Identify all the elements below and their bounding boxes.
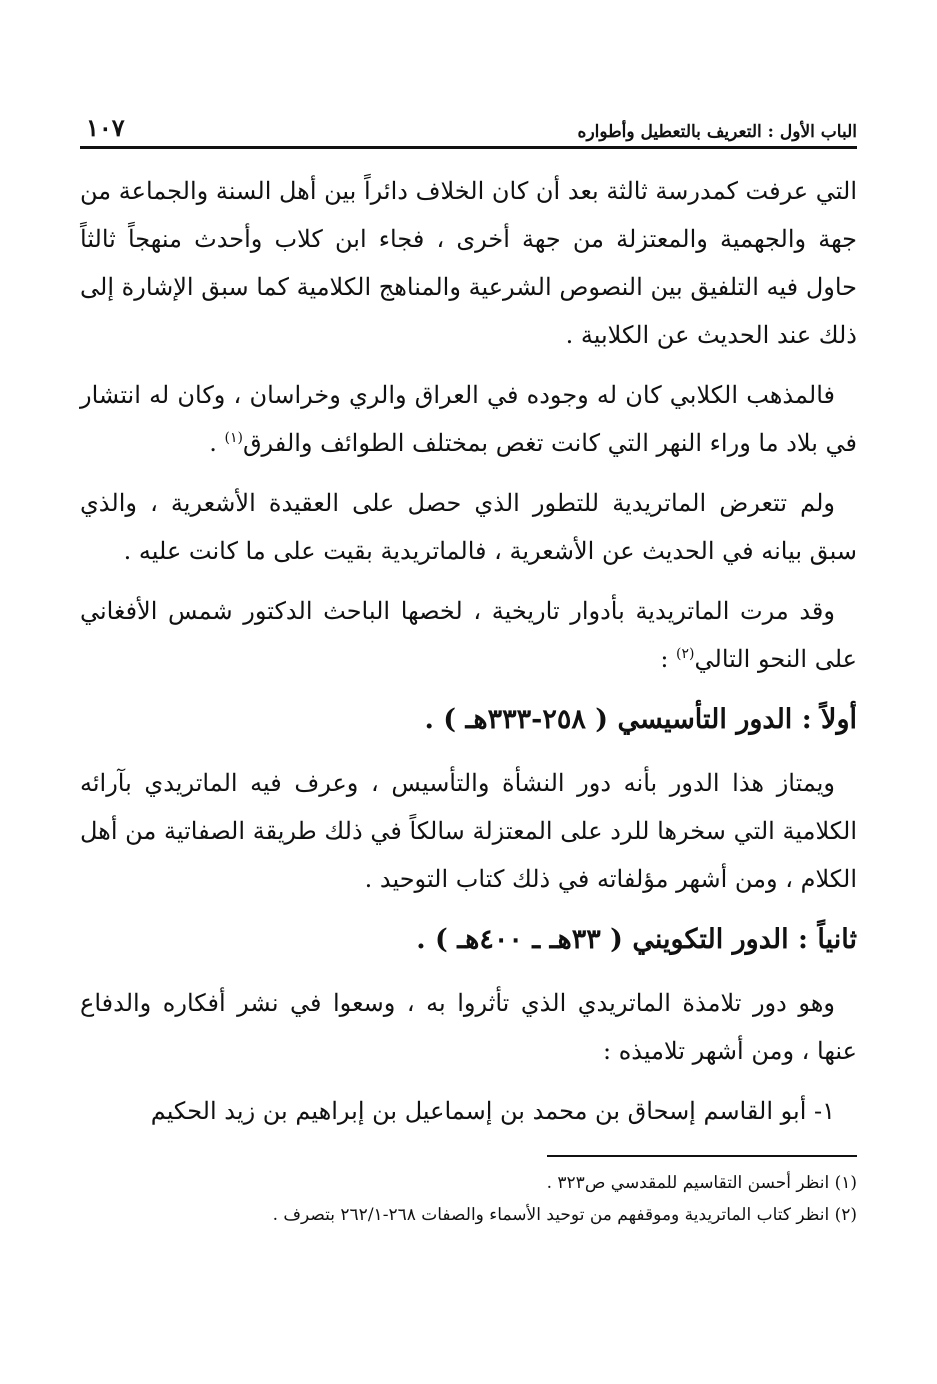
footnote-2: (٢) انظر كتاب الماتريدية وموقفهم من توحيد الأسماء والصفات ٢٦٨-٢٦٢/١ بتصرف . bbox=[272, 1205, 857, 1225]
footnote-separator bbox=[547, 1155, 857, 1157]
chapter-title: الباب الأول : التعريف بالتعطيل وأطواره bbox=[577, 122, 857, 142]
footnote-ref-1[interactable]: (١) bbox=[224, 430, 243, 446]
footnotes bbox=[80, 1167, 857, 1231]
paragraph-2 bbox=[80, 371, 857, 467]
paragraph-4-end: : bbox=[660, 645, 677, 673]
page-body bbox=[80, 167, 857, 1135]
paragraph-3: ولم تتعرض الماتريدية للتطور الذي حصل على العقيدة الأشعرية ، والذي سبق بيانه في الحديث عن الأشعرية ، فالماتريدية بقيت على ما كانت عليه . bbox=[80, 489, 857, 565]
section-heading-2: ثانياً : الدور التكويني ( ٣٣هـ ـ ٤٠٠هـ ) . bbox=[416, 924, 857, 955]
book-page bbox=[80, 100, 857, 1344]
running-header bbox=[80, 100, 857, 149]
paragraph-2-end: . bbox=[209, 429, 225, 457]
footnote-ref-2[interactable]: (٢) bbox=[676, 646, 695, 662]
section-heading-1: أولاً : الدور التأسيسي ( ٢٥٨-٣٣٣هـ ) . bbox=[424, 704, 857, 735]
paragraph-5: ويمتاز هذا الدور بأنه دور النشأة والتأسيس ، وعرف فيه الماتريدي بآرائه الكلامية التي سخرها للرد على المعتزلة سالكاً في ذلك طريقة الصفاتية من أهل الكلام ، ومن أشهر مؤلفاته في ذلك كتاب التوحيد . bbox=[80, 769, 857, 893]
paragraph-6: وهو دور تلامذة الماتريدي الذي تأثروا به ، وسعوا في نشر أفكاره والدفاع عنها ، ومن أشهر تلاميذه : bbox=[80, 989, 857, 1065]
paragraph-4 bbox=[80, 587, 857, 683]
paragraph-2-text: فالمذهب الكلابي كان له وجوده في العراق والري وخراسان ، وكان له انتشار في بلاد ما وراء النهر التي كانت تغص بمختلف الطوائف والفرق bbox=[80, 381, 857, 457]
paragraph-1: التي عرفت كمدرسة ثالثة بعد أن كان الخلاف دائراً بين أهل السنة والجماعة من جهة والجهمية والمعتزلة من جهة أخرى ، فجاء ابن كلاب وأحدث منهجاً ثالثاً حاول فيه التلفيق بين النصوص الشرعية والمناهج الكلامية كما سبق الإشارة إلى ذلك عند الحديث عن الكلابية . bbox=[80, 177, 857, 349]
footnote-1: (١) انظر أحسن التقاسيم للمقدسي ص٣٢٣ . bbox=[546, 1173, 857, 1193]
paragraph-4-text: وقد مرت الماتريدية بأدوار تاريخية ، لخصها الباحث الدكتور شمس الأفغاني على النحو التالي bbox=[80, 597, 857, 673]
page-number: ١٠٧ bbox=[86, 113, 125, 142]
paragraph-7: ١- أبو القاسم إسحاق بن محمد بن إسماعيل بن إبراهيم بن زيد الحكيم bbox=[150, 1097, 835, 1125]
